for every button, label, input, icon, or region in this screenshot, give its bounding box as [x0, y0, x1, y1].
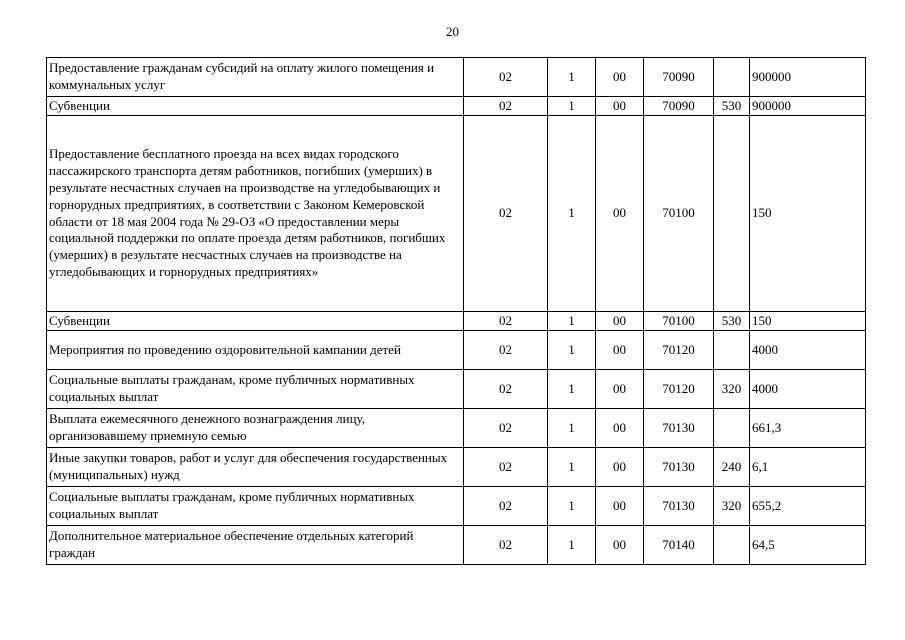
amount: 150 [750, 312, 866, 331]
program-code: 00 [596, 331, 644, 370]
row-name: Субвенции [47, 312, 464, 331]
section-code: 02 [464, 487, 548, 526]
expense-type-code [714, 526, 750, 565]
table-row [47, 448, 866, 487]
section-code: 02 [464, 331, 548, 370]
amount: 150 [750, 116, 866, 312]
page-number: 20 [446, 24, 459, 39]
table-row [47, 370, 866, 409]
program-code: 00 [596, 116, 644, 312]
item-code: 70100 [644, 116, 714, 312]
item-code: 70140 [644, 526, 714, 565]
subsection-code: 1 [548, 370, 596, 409]
program-code: 00 [596, 312, 644, 331]
amount: 900000 [750, 58, 866, 97]
program-code: 00 [596, 448, 644, 487]
table-row [47, 526, 866, 565]
subsection-code: 1 [548, 116, 596, 312]
row-name: Социальные выплаты гражданам, кроме публичных нормативных социальных выплат [47, 370, 464, 409]
item-code: 70100 [644, 312, 714, 331]
program-code: 00 [596, 370, 644, 409]
item-code: 70130 [644, 448, 714, 487]
budget-table [46, 57, 866, 565]
expense-type-code [714, 58, 750, 97]
table-row [47, 97, 866, 116]
item-code: 70130 [644, 409, 714, 448]
amount: 4000 [750, 370, 866, 409]
section-code: 02 [464, 526, 548, 565]
subsection-code: 1 [548, 487, 596, 526]
item-code: 70120 [644, 370, 714, 409]
subsection-code: 1 [548, 97, 596, 116]
row-name: Выплата ежемесячного денежного вознаграждения лицу, организовавшему приемную семью [47, 409, 464, 448]
row-name: Субвенции [47, 97, 464, 116]
section-code: 02 [464, 97, 548, 116]
item-code: 70130 [644, 487, 714, 526]
row-name: Дополнительное материальное обеспечение отдельных категорий граждан [47, 526, 464, 565]
table-row [47, 312, 866, 331]
table-row [47, 331, 866, 370]
subsection-code: 1 [548, 448, 596, 487]
amount: 4000 [750, 331, 866, 370]
expense-type-code [714, 331, 750, 370]
row-name: Предоставление бесплатного проезда на всех видах городского пассажирского транспорта детям работников, погибших (умерших) в результате несчастных случаев на производстве на угледобывающих и горнорудных предприятиях, в соответствии с Законом Кемеровской области от 18 мая 2004 года № 29-ОЗ «О предоставлении меры социальной поддержки по оплате проезда детям работников, погибших (умерших) в результате несчастных случаев на производстве на угледобывающих и горнорудных предприятиях» [47, 116, 464, 312]
expense-type-code: 320 [714, 487, 750, 526]
table-row [47, 409, 866, 448]
section-code: 02 [464, 58, 548, 97]
row-name: Предоставление гражданам субсидий на оплату жилого помещения и коммунальных услуг [47, 58, 464, 97]
section-code: 02 [464, 448, 548, 487]
subsection-code: 1 [548, 526, 596, 565]
program-code: 00 [596, 58, 644, 97]
section-code: 02 [464, 409, 548, 448]
program-code: 00 [596, 487, 644, 526]
amount: 900000 [750, 97, 866, 116]
item-code: 70090 [644, 97, 714, 116]
table-row [47, 487, 866, 526]
expense-type-code [714, 409, 750, 448]
subsection-code: 1 [548, 331, 596, 370]
subsection-code: 1 [548, 58, 596, 97]
table-row [47, 58, 866, 97]
expense-type-code: 320 [714, 370, 750, 409]
row-name: Социальные выплаты гражданам, кроме публичных нормативных социальных выплат [47, 487, 464, 526]
expense-type-code [714, 116, 750, 312]
program-code: 00 [596, 526, 644, 565]
row-name: Иные закупки товаров, работ и услуг для обеспечения государственных (муниципальных) нужд [47, 448, 464, 487]
expense-type-code: 530 [714, 97, 750, 116]
section-code: 02 [464, 370, 548, 409]
item-code: 70090 [644, 58, 714, 97]
table-row [47, 116, 866, 312]
subsection-code: 1 [548, 312, 596, 331]
row-name: Мероприятия по проведению оздоровительной кампании детей [47, 331, 464, 370]
item-code: 70120 [644, 331, 714, 370]
amount: 661,3 [750, 409, 866, 448]
section-code: 02 [464, 116, 548, 312]
amount: 6,1 [750, 448, 866, 487]
amount: 655,2 [750, 487, 866, 526]
amount: 64,5 [750, 526, 866, 565]
subsection-code: 1 [548, 409, 596, 448]
expense-type-code: 530 [714, 312, 750, 331]
expense-type-code: 240 [714, 448, 750, 487]
program-code: 00 [596, 97, 644, 116]
program-code: 00 [596, 409, 644, 448]
section-code: 02 [464, 312, 548, 331]
